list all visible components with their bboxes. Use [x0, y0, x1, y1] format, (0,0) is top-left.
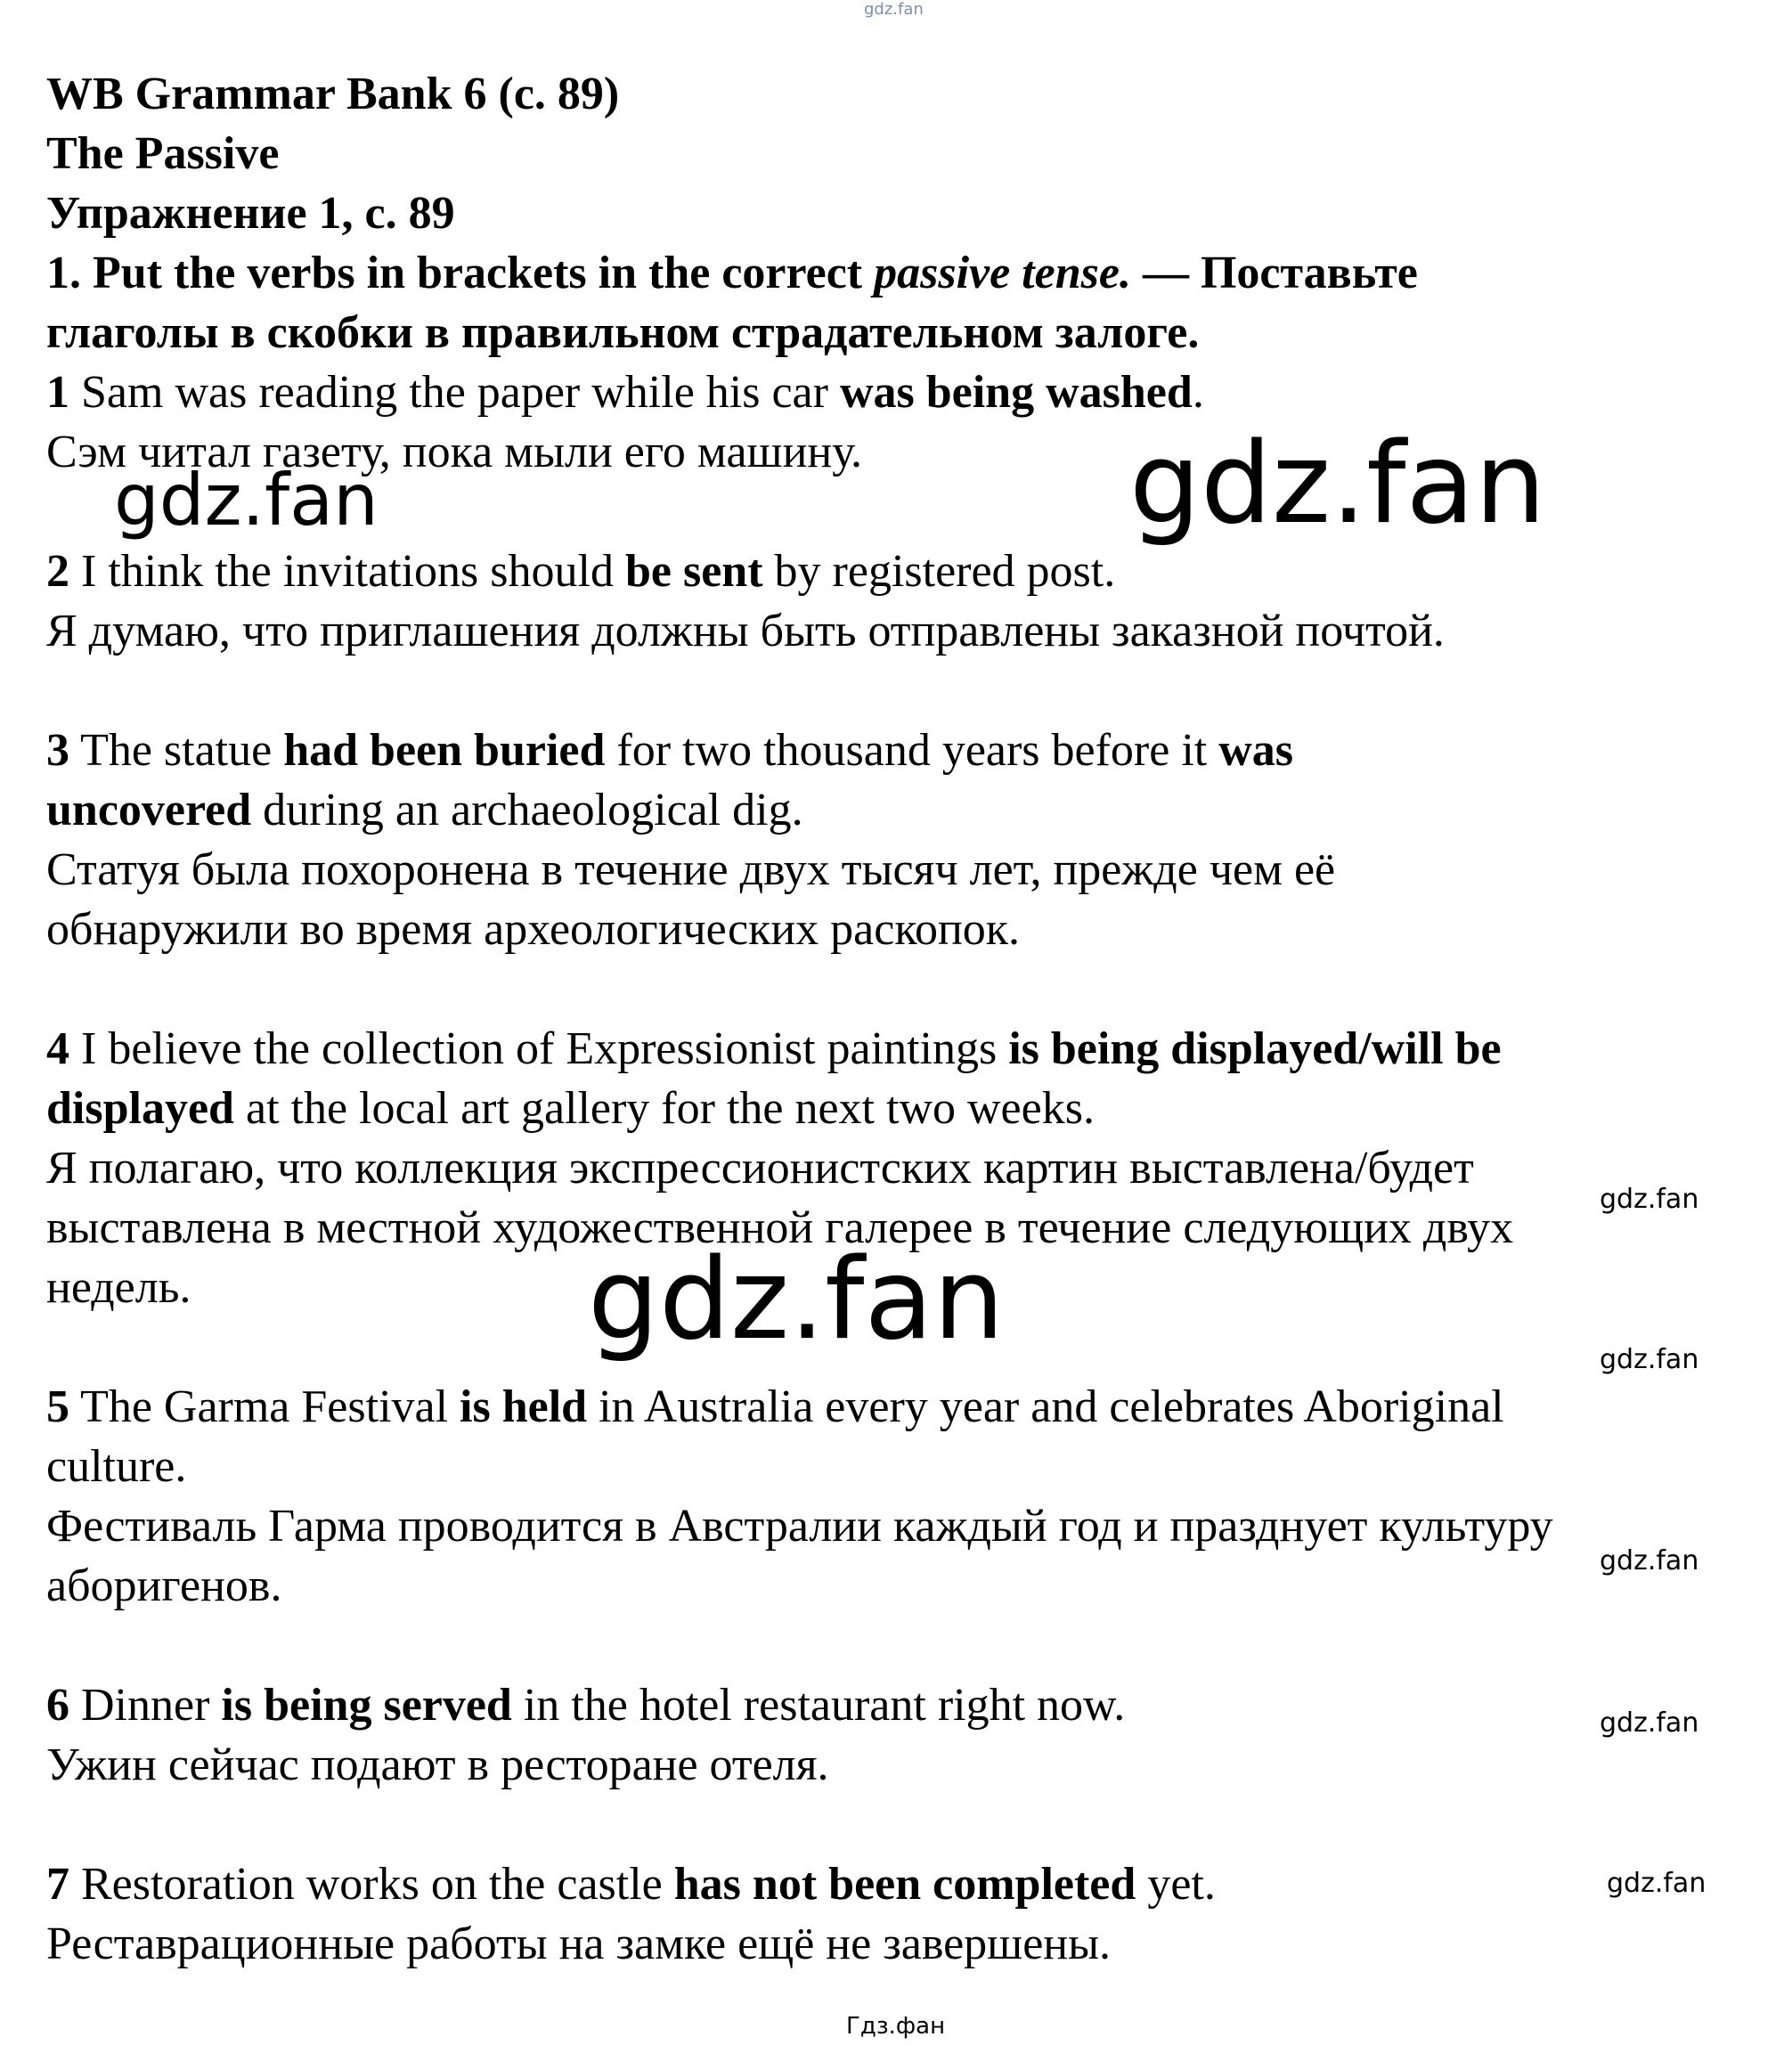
spacer: [46, 1795, 1756, 1854]
item-1-english: 1 Sam was reading the paper while his car was being washed.: [46, 367, 1204, 418]
header-line-3: Упражнение 1, с. 89: [46, 188, 455, 239]
item-6-russian: Ужин сейчас подают в ресторане отеля.: [46, 1739, 829, 1790]
watermark-huge-center: gdz.fan: [588, 1234, 1005, 1365]
watermark-top: gdz.fan: [864, 0, 924, 19]
item-2-russian: Я думаю, что приглашения должны быть отправлены заказной почтой.: [46, 606, 1445, 656]
item-4-english-line-2: displayed at the local art gallery for the next two weeks.: [46, 1083, 1095, 1134]
watermark-big-left: gdz.fan: [114, 459, 379, 542]
watermark-small-5: gdz.fan: [1607, 1868, 1706, 1899]
item-6-english: 6 Dinner is being served in the hotel restaurant right now.: [46, 1680, 1126, 1731]
header-line-2: The Passive: [46, 128, 280, 179]
item-3-russian-line-1: Статуя была похоронена в течение двух тысяч лет, прежде чем её: [46, 844, 1336, 895]
task-instruction-line-2: глаголы в скобки в правильном страдательном залоге.: [46, 307, 1200, 358]
item-4-russian-line-1: Я полагаю, что коллекция экспрессионистских картин выставлена/будет: [46, 1143, 1474, 1194]
watermark-small-3: gdz.fan: [1600, 1545, 1699, 1577]
item-5-russian-line-2: аборигенов.: [46, 1560, 282, 1611]
item-5-russian-line-1: Фестиваль Гарма проводится в Австралии каждый год и празднует культуру: [46, 1501, 1553, 1552]
item-3-english-line-2: uncovered during an archaeological dig.: [46, 785, 803, 835]
spacer: [46, 661, 1756, 721]
item-4-russian-line-2: выставлена в местной художественной галерее в течение следующих двух: [46, 1202, 1514, 1253]
header-line-1: WB Grammar Bank 6 (c. 89): [46, 69, 620, 119]
item-4-english: 4 I believe the collection of Expressionist paintings is being displayed/will be: [46, 1023, 1502, 1074]
watermark-small-2: gdz.fan: [1600, 1344, 1699, 1375]
item-2-english: 2 I think the invitations should be sent by registered post.: [46, 546, 1116, 597]
spacer: [46, 1616, 1756, 1675]
item-1-russian: Сэм читал газету, пока мыли его машину.: [46, 427, 863, 477]
task-instruction: 1. Put the verbs in brackets in the correct passive tense. — Поставьте: [46, 248, 1418, 298]
watermark-small-1: gdz.fan: [1600, 1184, 1699, 1215]
item-7-russian: Реставрационные работы на замке ещё не завершены.: [46, 1919, 1112, 1969]
spacer: [46, 959, 1756, 1019]
item-3-english: 3 The statue had been buried for two thousand years before it was: [46, 725, 1294, 776]
item-7-english: 7 Restoration works on the castle has not been completed yet.: [46, 1859, 1216, 1910]
watermark-bottom: Гдз.фан: [846, 2013, 946, 2040]
item-5-english: 5 The Garma Festival is held in Australia every year and celebrates Aboriginal: [46, 1381, 1504, 1432]
document-body: [46, 64, 1756, 1974]
item-5-english-line-2: culture.: [46, 1441, 187, 1492]
watermark-small-4: gdz.fan: [1600, 1707, 1699, 1739]
item-3-russian-line-2: обнаружили во время археологических раскопок.: [46, 904, 1021, 955]
watermark-huge-right: gdz.fan: [1129, 418, 1546, 549]
item-4-russian-line-3: недель.: [46, 1262, 191, 1313]
